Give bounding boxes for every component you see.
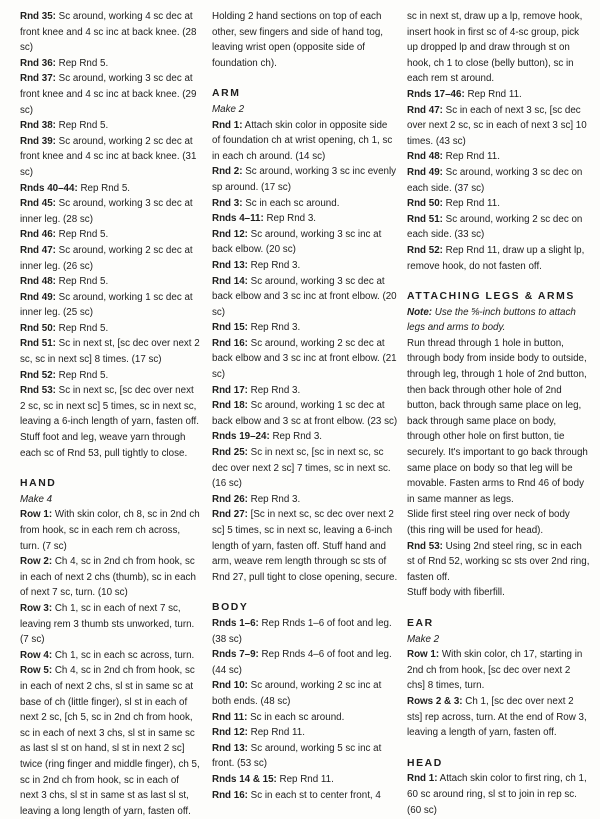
round-label: Rnd 35: xyxy=(20,11,56,22)
hand-make-count: Make 4 xyxy=(20,493,53,505)
hand-assembly-text: Holding 2 hand sections on top of each other, sew fingers and side of hand tog, leaving wrist open (opposite side of foundation ch). xyxy=(212,11,384,69)
leg-round xyxy=(20,134,200,181)
round-label: Rnd 47: xyxy=(20,244,56,256)
round-label: Rnd 49: xyxy=(407,166,443,178)
round-text: Rep Rnd 3. xyxy=(247,322,301,334)
arm-round xyxy=(212,227,398,258)
round-text: Sc around, working 3 sc dec at inner leg. (28 sc) xyxy=(20,198,193,225)
round-label: Rnd 13: xyxy=(212,259,248,271)
head-round xyxy=(407,771,591,818)
round-label: Row 1: xyxy=(407,649,440,661)
round-label: Rnd 18: xyxy=(212,400,248,412)
ear-heading: EAR xyxy=(407,617,434,629)
column-1 xyxy=(20,9,200,819)
round-text: Rep Rnd 11. xyxy=(247,727,305,739)
round-label: Rnds 19–24: xyxy=(212,431,270,443)
ear-row xyxy=(407,647,591,694)
arm-round xyxy=(212,118,398,165)
round-text: Rep Rnd 11. xyxy=(442,151,500,163)
round-label: Row 2: xyxy=(20,556,53,568)
arm-round xyxy=(212,398,398,429)
round-label: Rnds 7–9: xyxy=(212,649,259,661)
round-label: Rows 2 & 3: xyxy=(407,695,463,707)
round-label: Rnd 45: xyxy=(20,198,56,210)
body-round xyxy=(212,616,398,647)
round-label: Rnd 27: xyxy=(212,509,248,521)
round-label: Rnd 50: xyxy=(407,198,443,210)
round-text: Rep Rnd 11. xyxy=(464,88,522,100)
body-round xyxy=(407,165,591,196)
round-label: Rnd 39: xyxy=(20,135,56,147)
leg-round xyxy=(20,243,200,274)
head-heading: HEAD xyxy=(407,757,443,769)
hand-row xyxy=(20,601,200,648)
hand-rows-list xyxy=(20,507,200,819)
round-text: Rep Rnd 5. xyxy=(55,276,109,288)
body-round xyxy=(212,741,398,772)
round-label: Rnd 53: xyxy=(20,385,56,397)
ear-row xyxy=(407,694,591,741)
round-text: Sc around, working 1 sc dec at inner leg. (25 sc) xyxy=(20,291,193,319)
round-label: Rnds 17–46: xyxy=(407,88,465,100)
round-text: With skin color, ch 8, sc in 2nd ch from hook, sc in each rem ch across, turn. (7 sc) xyxy=(20,509,200,552)
attaching-heading: ATTACHING LEGS & ARMS xyxy=(407,291,575,303)
leg-round xyxy=(20,274,200,290)
round-label: Rnd 50: xyxy=(20,322,56,334)
round-label: Rnd 16: xyxy=(212,789,248,801)
arm-round xyxy=(212,258,398,274)
arm-round xyxy=(212,211,398,227)
round-text: [Sc in next sc, sc dec over next 2 sc] 5 times, sc in next sc, leaving a 6-inch length of yarn, fasten off. Stuff hand and arm, weave rem length through sc sts of Rnd 27, pull tight to close opening, secure. xyxy=(212,509,398,583)
round-text: Sc around, working 2 sc inc at both ends. (48 sc) xyxy=(212,680,382,707)
round-text: Sc around, working 1 sc dec at back elbow and 3 sc at front elbow. (23 sc) xyxy=(212,400,398,427)
round-text: Rep Rnd 5. xyxy=(55,369,109,381)
round-text: Sc around, working 2 sc dec at inner leg. (26 sc) xyxy=(20,244,193,272)
round-text: Sc around, working 4 sc dec at front knee and 4 sc inc at back knee. (28 sc) xyxy=(20,11,197,54)
round-label: Rnd 52: xyxy=(407,244,443,256)
round-53-body xyxy=(407,539,591,586)
round-label: Rnd 53: xyxy=(407,540,443,552)
round-label: Rnd 16: xyxy=(212,337,248,349)
column-3 xyxy=(407,9,591,818)
round-text: Sc in each st to center front, 4 xyxy=(247,789,381,801)
note-label: Note: xyxy=(407,306,433,318)
body-round xyxy=(407,243,591,274)
arm-round xyxy=(212,274,398,321)
round-text: Ch 1, [sc dec over next 2 sts] rep across, turn. At the end of Row 3, leaving a length of yarn, fasten off. xyxy=(407,695,587,739)
leg-round xyxy=(20,227,200,243)
round-text: Sc around, working 5 sc inc at front. (53 sc) xyxy=(212,742,382,770)
note-text: Use the ⅝-inch buttons to attach legs and arms to body. xyxy=(407,306,576,334)
round-text: Sc around, working 3 sc dec at back elbow and 3 sc inc at front elbow. (20 sc) xyxy=(212,275,397,318)
round-label: Rnd 49: xyxy=(20,291,56,303)
body-round xyxy=(407,196,591,212)
body-round xyxy=(212,772,398,788)
round-text: Sc around, working 2 sc dec at front knee and 4 sc inc at back knee. (31 sc) xyxy=(20,135,197,178)
round-label: Rnd 10: xyxy=(212,680,248,692)
round-label: Rnds 1–6: xyxy=(212,617,259,629)
leg-round xyxy=(20,71,200,118)
round-label: Rnd 48: xyxy=(407,151,443,163)
round-label: Row 1: xyxy=(20,509,53,521)
leg-round xyxy=(20,56,200,72)
round-label: Rnds 4–11: xyxy=(212,213,264,225)
round-text: Rep Rnd 11. xyxy=(442,198,500,210)
round-text: Attach skin color in opposite side of foundation ch at wrist opening, ch 1, sc in each ch around. (14 sc) xyxy=(212,119,393,162)
round-text: Rep Rnd 5. xyxy=(55,322,109,334)
round-label: Rnd 38: xyxy=(20,120,56,132)
round-text: Sc around, working 3 sc dec at front knee and 4 sc inc at back knee. (29 sc) xyxy=(20,73,197,116)
column-2 xyxy=(212,9,398,803)
round-label: Rnd 12: xyxy=(212,228,248,240)
arm-round xyxy=(212,429,398,445)
round-label: Rnd 11: xyxy=(212,711,248,723)
round-text: Sc around, working 2 sc dec at back elbow and 3 sc inc at front elbow. (21 sc) xyxy=(212,337,397,381)
body-round xyxy=(212,647,398,678)
arm-heading: ARM xyxy=(212,88,241,100)
arm-round xyxy=(212,507,398,585)
leg-round xyxy=(20,321,200,337)
round-text: Rep Rnd 5. xyxy=(55,229,109,241)
round-text: Using 2nd steel ring, sc in each st of Rnd 52, working sc sts over 2nd ring, fasten off. xyxy=(407,540,590,583)
arm-round xyxy=(212,196,398,212)
round-label: Rnds 14 & 15: xyxy=(212,773,277,785)
body-round xyxy=(212,678,398,709)
arm-round xyxy=(212,492,398,508)
body-rounds-continued-list xyxy=(407,87,591,274)
round-text: Ch 1, sc in each sc across, turn. xyxy=(52,649,195,661)
round-label: Rnd 17: xyxy=(212,384,248,396)
round-label: Row 4: xyxy=(20,649,53,661)
round-text: Ch 1, sc in each of next 7 sc, leaving rem 3 thumb sts unworked, turn. (7 sc) xyxy=(20,602,195,646)
ear-rows-list xyxy=(407,647,591,741)
round-label: Rnd 2: xyxy=(212,166,243,178)
leg-rounds-list xyxy=(20,9,200,461)
arm-round xyxy=(212,320,398,336)
round-text: Sc in each of next 3 sc, [sc dec over next 2 sc, sc in each of next 3 sc] 10 times. (43 sc) xyxy=(407,104,587,147)
arm-make-count: Make 2 xyxy=(212,103,245,115)
round-label: Rnd 1: xyxy=(212,119,243,131)
round-text: Rep Rnd 11. xyxy=(276,773,334,785)
round-text: Sc around, working 2 sc dec on each side. (33 sc) xyxy=(407,213,583,241)
round-label: Rnd 37: xyxy=(20,73,56,85)
head-rows-list xyxy=(407,771,591,818)
round-text: Rep Rnd 5. xyxy=(55,57,109,69)
arm-round xyxy=(212,164,398,195)
body-round xyxy=(212,725,398,741)
leg-round xyxy=(20,118,200,134)
hand-row xyxy=(20,507,200,554)
hand-row xyxy=(20,663,200,819)
round-text: Rep Rnd 3. xyxy=(247,493,301,505)
round-label: Rnd 51: xyxy=(20,338,56,350)
arm-round xyxy=(212,336,398,383)
round-label: Rnd 48: xyxy=(20,276,56,288)
arm-round xyxy=(212,445,398,492)
leg-round xyxy=(20,181,200,197)
round-text: Rep Rnd 3. xyxy=(247,259,301,271)
body-round xyxy=(407,87,591,103)
round-label: Rnd 1: xyxy=(407,773,438,785)
round-text: Rep Rnds 4–6 of foot and leg. (44 sc) xyxy=(212,649,392,676)
round-text: Attach skin color to first ring, ch 1, 60 sc around ring, sl st to join in rep sc. (60 sc) xyxy=(407,773,587,816)
hand-heading: HAND xyxy=(20,478,57,490)
round-text: With skin color, ch 17, starting in 2nd ch from hook, [sc dec over next 2 chs] 8 times, turn. xyxy=(407,649,583,692)
stuff-body-text: Stuff body with fiberfill. xyxy=(407,587,505,599)
round-text: Ch 4, sc in 2nd ch from hook, sc in each of next 2 chs, sl st in same sc at base of ch (little finger), sl st in each of next 2 sc, [ch 5, sc in 2nd ch from hook, sc in each of next 3 chs, sl st in same sc as last sl st on hand, sl st in next 2 sc] twice (ring finger and middle finger), ch 5, sc in 2nd ch from hook, sc in each of next 3 chs, sl st in same st as last sl st, leaving a long length of yarn, fasten off. xyxy=(20,665,200,817)
round-label: Rnd 51: xyxy=(407,213,443,225)
round-text: Rep Rnds 1–6 of foot and leg. (38 sc) xyxy=(212,617,392,645)
body-round xyxy=(212,710,398,726)
hand-row xyxy=(20,554,200,601)
body-heading: BODY xyxy=(212,602,249,614)
round-text: Sc in next sc, [sc dec over next 2 sc, sc in next sc] 5 times, sc in next sc, leaving a 6-inch length of yarn, fasten off. Stuff foot and leg, weave yarn through each sc of Rnd 53, pull tightly to close. xyxy=(20,385,199,459)
body-round xyxy=(407,103,591,150)
attaching-note xyxy=(407,305,591,336)
leg-round xyxy=(20,336,200,367)
round-label: Rnd 52: xyxy=(20,369,56,381)
arm-round xyxy=(212,383,398,399)
round-label: Rnd 26: xyxy=(212,493,248,505)
leg-round xyxy=(20,383,200,461)
body-round xyxy=(407,212,591,243)
round-label: Rnd 14: xyxy=(212,275,248,287)
round-label: Rnd 47: xyxy=(407,104,443,116)
round-text: Rep Rnd 5. xyxy=(55,120,109,132)
round-text: Sc around, working 3 sc inc evenly sp around. (17 sc) xyxy=(212,166,397,193)
body-rounds-list xyxy=(212,616,398,803)
round-label: Rnds 40–44: xyxy=(20,182,78,194)
round-text: Sc around, working 3 sc dec on each side. (37 sc) xyxy=(407,166,583,194)
round-label: Row 3: xyxy=(20,602,53,614)
round-text: Sc around, working 3 sc inc at back elbow. (20 sc) xyxy=(212,228,382,256)
leg-round xyxy=(20,368,200,384)
attaching-instructions: Run thread through 1 hole in button, through body from inside body to outside, through leg, through 1 hole of 2nd button, then back through other hole of 2nd button, back through same place on leg, back through same place on body, through other hole on first button, tie securely. It's important to go back through same place on body so that leg will be movable. Fasten arms to Rnd 46 of body in same manner as legs. xyxy=(407,337,588,505)
round-text: Rep Rnd 3. xyxy=(263,213,317,225)
round-label: Rnd 12: xyxy=(212,727,248,739)
round-label: Rnd 46: xyxy=(20,229,56,241)
round-text: Rep Rnd 3. xyxy=(269,431,323,443)
hand-row xyxy=(20,648,200,664)
round-text: Sc in next st, [sc dec over next 2 sc, sc in next sc] 8 times. (17 sc) xyxy=(20,338,200,366)
ear-make-count: Make 2 xyxy=(407,633,440,645)
body-round xyxy=(407,149,591,165)
round-label: Rnd 3: xyxy=(212,197,243,209)
round-text: Rep Rnd 5. xyxy=(77,182,131,194)
round-text: Sc in next sc, [sc in next sc, sc dec over next 2 sc] 7 times, sc in next sc. (16 sc) xyxy=(212,447,391,490)
slide-ring-text: Slide first steel ring over neck of body (this ring will be used for head). xyxy=(407,509,570,536)
round-text: Ch 4, sc in 2nd ch from hook, sc in each of next 2 chs (thumb), sc in each of next 7 sc, turn. (10 sc) xyxy=(20,556,196,599)
leg-round xyxy=(20,9,200,56)
round-label: Row 5: xyxy=(20,665,53,677)
leg-round xyxy=(20,290,200,321)
round-text: Sc in each sc around. xyxy=(247,711,345,723)
round-label: Rnd 13: xyxy=(212,742,248,754)
arm-rounds-list xyxy=(212,118,398,586)
round-text: Sc in each sc around. xyxy=(242,197,340,209)
round-text: Rep Rnd 3. xyxy=(247,384,301,396)
round-text: Rep Rnd 11, draw up a slight lp, remove hook, do not fasten off. xyxy=(407,244,585,272)
round-label: Rnd 25: xyxy=(212,447,248,459)
leg-round xyxy=(20,196,200,227)
round-label: Rnd 15: xyxy=(212,322,248,334)
round-label: Rnd 36: xyxy=(20,57,56,69)
body-continued-text: sc in next st, draw up a lp, remove hook, insert hook in first sc of 4-sc group, pick up dropped lp and draw through st on hook, ch 1 to close (belly button), sc in each rem st around. xyxy=(407,11,583,85)
